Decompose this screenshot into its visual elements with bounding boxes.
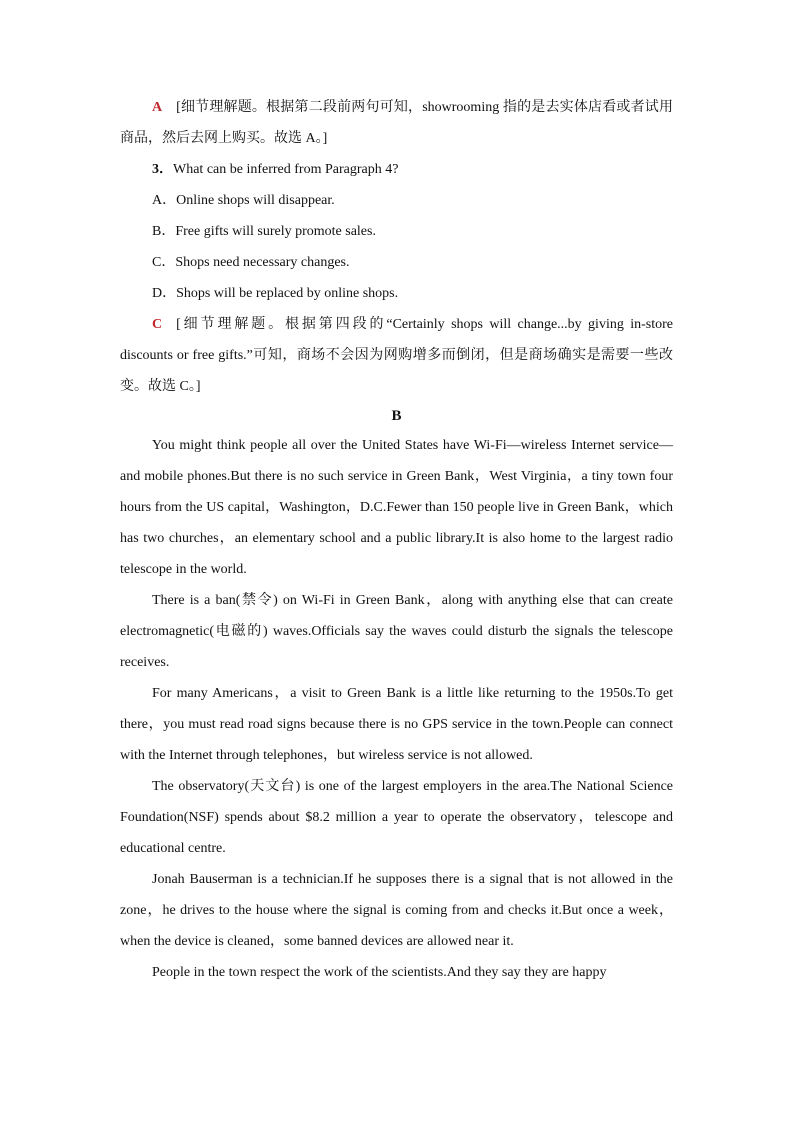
option-c: C．Shops need necessary changes. (152, 255, 350, 270)
answer-2 (120, 92, 673, 154)
question-3-text: What can be inferred from Paragraph 4? (173, 162, 399, 177)
passage-paragraph-6: People in the town respect the work of the scientists.And they say they are happy (152, 965, 607, 980)
option-a: A．Online shops will disappear. (152, 193, 335, 208)
passage-paragraph-3: For many Americans，a visit to Green Bank is a little like returning to the 1950s.To get there，you must read road signs because there is no GPS service in the town.People can connect with the Internet through telephones，but wireless service is not allowed. (120, 686, 673, 763)
passage-paragraph-1: You might think people all over the United States have Wi-Fi—wireless Internet service—and mobile phones.But there is no such service in Green Bank，West Virginia，a tiny town four hours from the US capital，Washington，D.C.Fewer than 150 people live in Green Bank，which has two churches，an elementary school and a public library.It is also home to the largest radio telescope in the world. (120, 438, 673, 577)
document-page (120, 92, 673, 988)
passage-b-title: B (391, 408, 402, 424)
option-d: D．Shops will be replaced by online shops. (152, 286, 399, 301)
question-3-number: 3． (152, 162, 173, 177)
passage-paragraph-5: Jonah Bauserman is a technician.If he supposes there is a signal that is not allowed in the zone，he drives to the house where the signal is coming from and checks it.But once a week，when the device is cleaned，some banned devices are allowed near it. (120, 872, 673, 949)
passage-paragraph-2: There is a ban(禁令) on Wi-Fi in Green Bank，along with anything else that can create electromagnetic(电磁的) waves.Officials say the waves could disturb the signals the telescope receives. (120, 593, 673, 670)
answer-3-letter: C (152, 317, 163, 332)
answer-2-explanation: [细节理解题。根据第二段前两句可知，showrooming 指的是去实体店看或者试用商品，然后去网上购买。故选 A。] (120, 100, 673, 146)
answer-3-explanation: [细节理解题。根据第四段的“Certainly shops will change...by giving in-store discounts or free gifts.”可知，商场不会因为网购增多而倒闭，但是商场确实是需要一些改变。故选 C。] (120, 317, 673, 394)
passage-paragraph-4: The observatory(天文台) is one of the largest employers in the area.The National Science Foundation(NSF) spends about $8.2 million a year to operate the observatory，telescope and educational centre. (120, 779, 673, 856)
option-b: B．Free gifts will surely promote sales. (152, 224, 376, 239)
answer-3 (120, 309, 673, 402)
answer-2-letter: A (152, 100, 163, 115)
question-3-stem (120, 154, 673, 185)
